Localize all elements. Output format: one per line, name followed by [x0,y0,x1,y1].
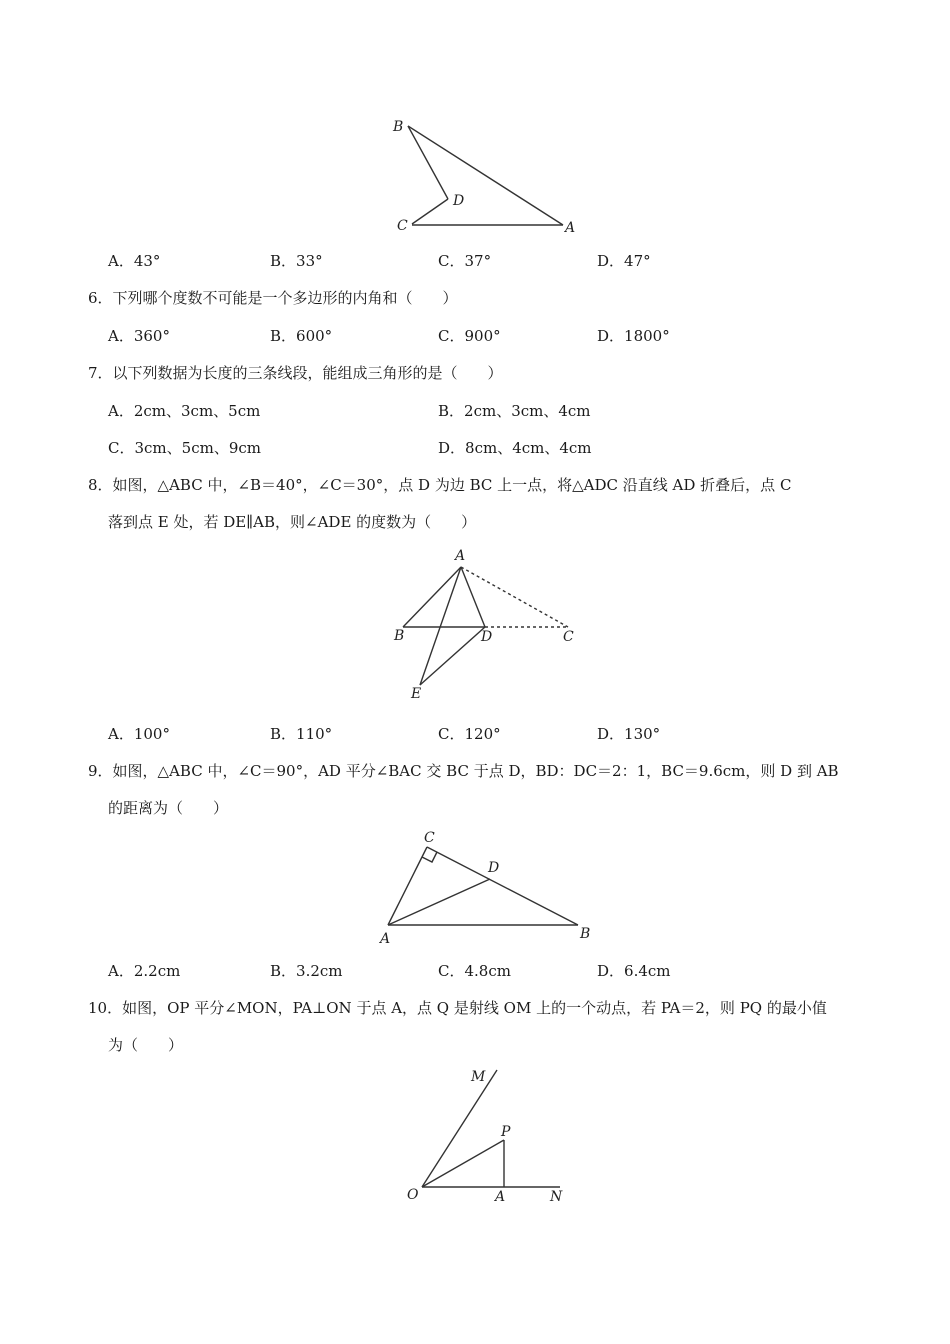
segment-cb [427,847,578,925]
segment-bd [408,126,448,199]
q8-figure [0,540,950,700]
q8-option-a: A．100° [108,725,170,743]
q8-stem-line1: 8．如图，△ABC 中，∠B＝40°，∠C＝30°，点 D 为边 BC 上一点，将△ADC 沿直线 AD 折叠后，点 C [88,476,792,494]
label-a: A [380,931,391,947]
label-m: M [471,1069,486,1085]
q9-option-d: D．6.4cm [597,962,671,980]
segment-ca [388,847,427,925]
q9-option-a: A．2.2cm [108,962,181,980]
q5-figure [0,100,950,350]
segment-op [422,1140,504,1187]
q6-option-b: B．600° [270,327,333,345]
q8-option-d: D．130° [597,725,661,743]
label-e: E [411,686,422,700]
q6-stem: 6．下列哪个度数不可能是一个多边形的内角和（ ） [88,289,458,307]
q5-option-c: C．37° [438,252,492,270]
q7-option-a: A．2cm、3cm、5cm [108,402,261,420]
q5-option-a: A．43° [108,252,161,270]
q6-option-d: D．1800° [597,327,670,345]
q10-stem-line2: 为（ ） [108,1036,184,1054]
label-c: C [397,218,408,234]
segment-ac-dashed [461,567,568,627]
q7-option-b: B．2cm、3cm、4cm [438,402,591,420]
label-d: D [488,860,500,876]
label-a: A [565,220,576,236]
q6-option-c: C．900° [438,327,501,345]
segment-ad [388,879,490,925]
q5-option-b: B．33° [270,252,323,270]
label-d: D [481,629,493,645]
q10-stem-line1: 10．如图，OP 平分∠MON，PA⊥ON 于点 A，点 Q 是射线 OM 上的一个动点，若 PA＝2，则 PQ 的最小值 [88,999,827,1017]
q9-option-b: B．3.2cm [270,962,343,980]
q10-figure [0,1060,950,1220]
q9-figure [0,825,950,955]
q9-stem-line1: 9．如图，△ABC 中，∠C＝90°，AD 平分∠BAC 交 BC 于点 D，BD：DC＝2：1，BC＝9.6cm，则 D 到 AB [88,762,839,780]
q5-option-d: D．47° [597,252,651,270]
ray-om [422,1070,497,1187]
label-a: A [495,1189,506,1205]
label-p: P [501,1124,511,1140]
label-c: C [563,629,574,645]
q8-stem-line2: 落到点 E 处，若 DE∥AB，则∠ADE 的度数为（ ） [108,513,477,531]
q7-stem: 7．以下列数据为长度的三条线段，能组成三角形的是（ ） [88,364,503,382]
segment-ab [403,567,461,627]
label-o: O [407,1187,419,1203]
label-b: B [394,628,405,644]
q6-option-a: A．360° [108,327,170,345]
label-d: D [453,193,465,209]
segment-ad [461,567,485,627]
segment-dc [412,199,448,224]
label-n: N [550,1189,563,1205]
q7-option-d: D．8cm、4cm、4cm [438,439,592,457]
label-b: B [580,926,591,942]
q9-stem-line2: 的距离为（ ） [108,799,229,817]
q7-option-c: C．3cm、5cm、9cm [108,439,261,457]
label-c: C [424,830,435,846]
q9-option-c: C．4.8cm [438,962,511,980]
label-a: A [455,548,466,564]
label-b: B [393,119,404,135]
q8-option-c: C．120° [438,725,501,743]
q8-option-b: B．110° [270,725,333,743]
